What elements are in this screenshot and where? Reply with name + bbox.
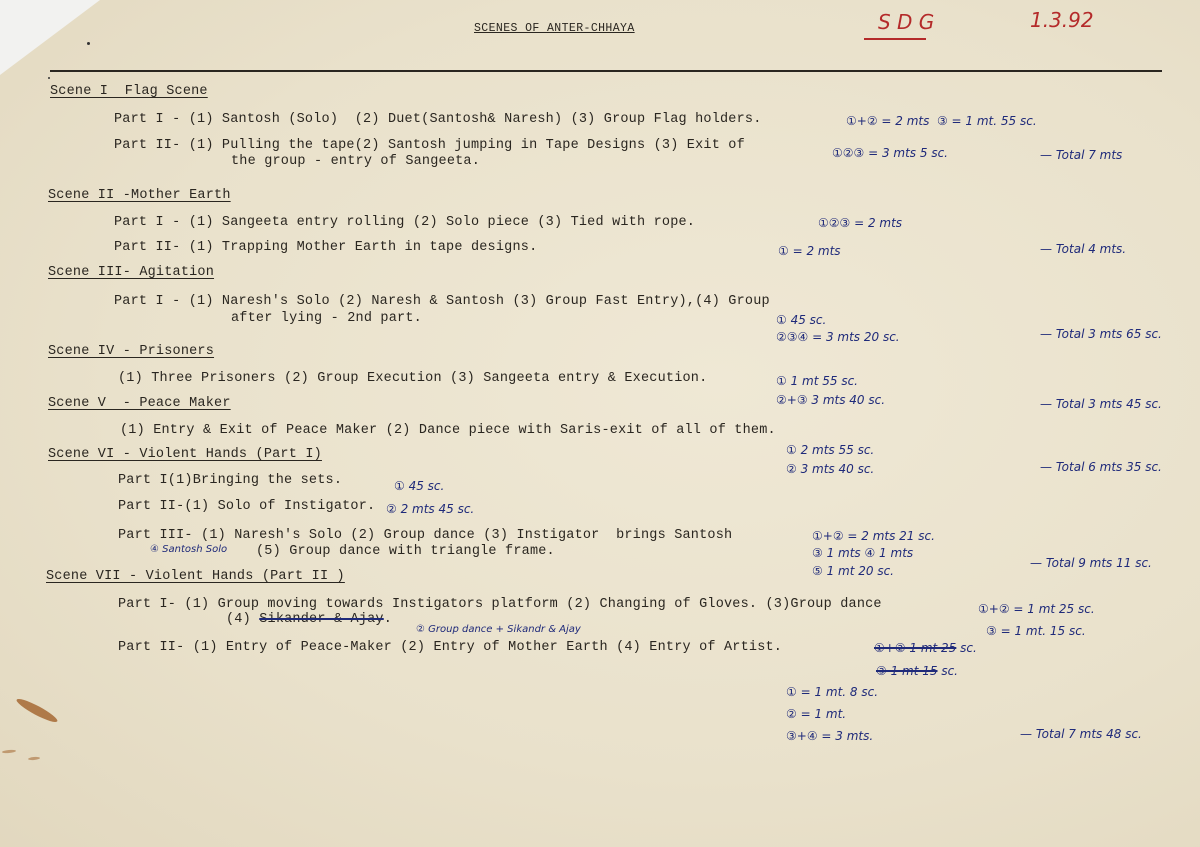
handwritten-timing: ① = 1 mt. 8 sc. (786, 685, 879, 699)
scene-heading: Scene I Flag Scene (50, 84, 208, 99)
ink-speck (48, 77, 50, 79)
scene-part-text: Part II-(1) Solo of Instigator. (118, 499, 376, 514)
handwritten-timing-struck: ①+② 1 mt 25 sc. (874, 641, 977, 655)
scene-part-text: Part II- (1) Entry of Peace-Maker (2) Entry of Mother Earth (4) Entry of Artist. (118, 640, 783, 655)
scene-part-text: Part I - (1) Santosh (Solo) (2) Duet(Santosh& Naresh) (3) Group Flag holders. (114, 112, 762, 127)
scene-part-text: (5) Group dance with triangle frame. (256, 544, 555, 559)
scene-part-text: Part I- (1) Group moving towards Instigators platform (2) Changing of Gloves. (3)Group dance (118, 597, 882, 612)
handwritten-timing: ① 45 sc. (394, 479, 445, 493)
scene-heading: Scene II -Mother Earth (48, 188, 231, 203)
rust-stain (28, 756, 40, 760)
handwritten-total: — Total 3 mts 65 sc. (1040, 327, 1162, 341)
handwritten-timing: ③ = 1 mt. 15 sc. (986, 624, 1086, 638)
handwritten-timing: ③+④ = 3 mts. (786, 729, 874, 743)
scene-part-text: after lying - 2nd part. (231, 311, 422, 326)
scene-part-text: Part II- (1) Trapping Mother Earth in tape designs. (114, 240, 538, 255)
handwritten-timing: ③ 1 mts ④ 1 mts (812, 546, 914, 560)
handwritten-timing: ① 2 mts 55 sc. (786, 443, 875, 457)
scene-heading: Scene V - Peace Maker (48, 396, 231, 411)
scene-part-text: Part I(1)Bringing the sets. (118, 473, 343, 488)
handwritten-total: — Total 4 mts. (1040, 242, 1127, 256)
handwritten-timing: ② 3 mts 40 sc. (786, 462, 875, 476)
scene-heading: Scene III- Agitation (48, 265, 215, 280)
handwritten-timing-struck: ③ 1 mt 15 sc. (876, 664, 958, 678)
handwritten-timing: ①+② = 1 mt 25 sc. (978, 602, 1095, 616)
scene-part-text: Part I - (1) Sangeeta entry rolling (2) Solo piece (3) Tied with rope. (114, 215, 696, 230)
handwritten-total: — Total 7 mts (1040, 148, 1123, 162)
ink-speck (87, 42, 90, 45)
handwritten-timing: ① 45 sc. (776, 313, 827, 327)
handwritten-initials: S D G (878, 10, 935, 34)
document-title: SCENES OF ANTER-CHHAYA (474, 22, 635, 35)
handwritten-timing: ②③④ = 3 mts 20 sc. (776, 330, 900, 344)
scene-heading: Scene VI - Violent Hands (Part I) (48, 447, 322, 462)
struck-text: Sikander & Ajay (259, 612, 384, 627)
handwritten-timing: ②+③ 3 mts 40 sc. (776, 393, 886, 407)
handwritten-total: — Total 9 mts 11 sc. (1030, 556, 1152, 570)
scene-part-text: the group - entry of Sangeeta. (231, 154, 481, 169)
rust-stain (15, 696, 60, 726)
handwritten-total: — Total 3 mts 45 sc. (1040, 397, 1162, 411)
handwritten-timing: ⑤ 1 mt 20 sc. (812, 564, 894, 578)
scene-heading: Scene VII - Violent Hands (Part II ) (46, 569, 345, 584)
rust-stain (2, 749, 16, 753)
header-rule (50, 70, 1162, 72)
handwritten-timing: ①+② = 2 mts ③ = 1 mt. 55 sc. (846, 114, 1037, 128)
handwritten-date: 1.3.92 (1030, 8, 1094, 32)
scene-part-text: (4) Sikander & Ajay. (226, 612, 393, 627)
scene-part-text: Part I - (1) Naresh's Solo (2) Naresh & Santosh (3) Group Fast Entry),(4) Group (114, 294, 770, 309)
scene-heading: Scene IV - Prisoners (48, 344, 215, 359)
initials-underline (864, 38, 926, 40)
handwritten-insert: ④ Santosh Solo (150, 544, 228, 555)
handwritten-timing: ② 2 mts 45 sc. (386, 502, 475, 516)
scene-part-text: Part II- (1) Pulling the tape(2) Santosh jumping in Tape Designs (3) Exit of (114, 138, 745, 153)
handwritten-timing: ② = 1 mt. (786, 707, 847, 721)
handwritten-timing: ①+② = 2 mts 21 sc. (812, 529, 935, 543)
scene-part-text: (1) Entry & Exit of Peace Maker (2) Dance piece with Saris-exit of all of them. (120, 423, 776, 438)
handwritten-total: — Total 7 mts 48 sc. (1020, 727, 1142, 741)
handwritten-insert: ② Group dance + Sikandr & Ajay (416, 624, 581, 635)
scene-part-text: Part III- (1) Naresh's Solo (2) Group dance (3) Instigator brings Santosh (118, 528, 733, 543)
folded-corner (0, 0, 100, 75)
handwritten-timing: ①②③ = 3 mts 5 sc. (832, 146, 948, 160)
handwritten-timing: ① = 2 mts (778, 244, 841, 258)
handwritten-timing: ①②③ = 2 mts (818, 216, 903, 230)
scene-part-text: (1) Three Prisoners (2) Group Execution (3) Sangeeta entry & Execution. (118, 371, 708, 386)
handwritten-total: — Total 6 mts 35 sc. (1040, 460, 1162, 474)
handwritten-timing: ① 1 mt 55 sc. (776, 374, 858, 388)
